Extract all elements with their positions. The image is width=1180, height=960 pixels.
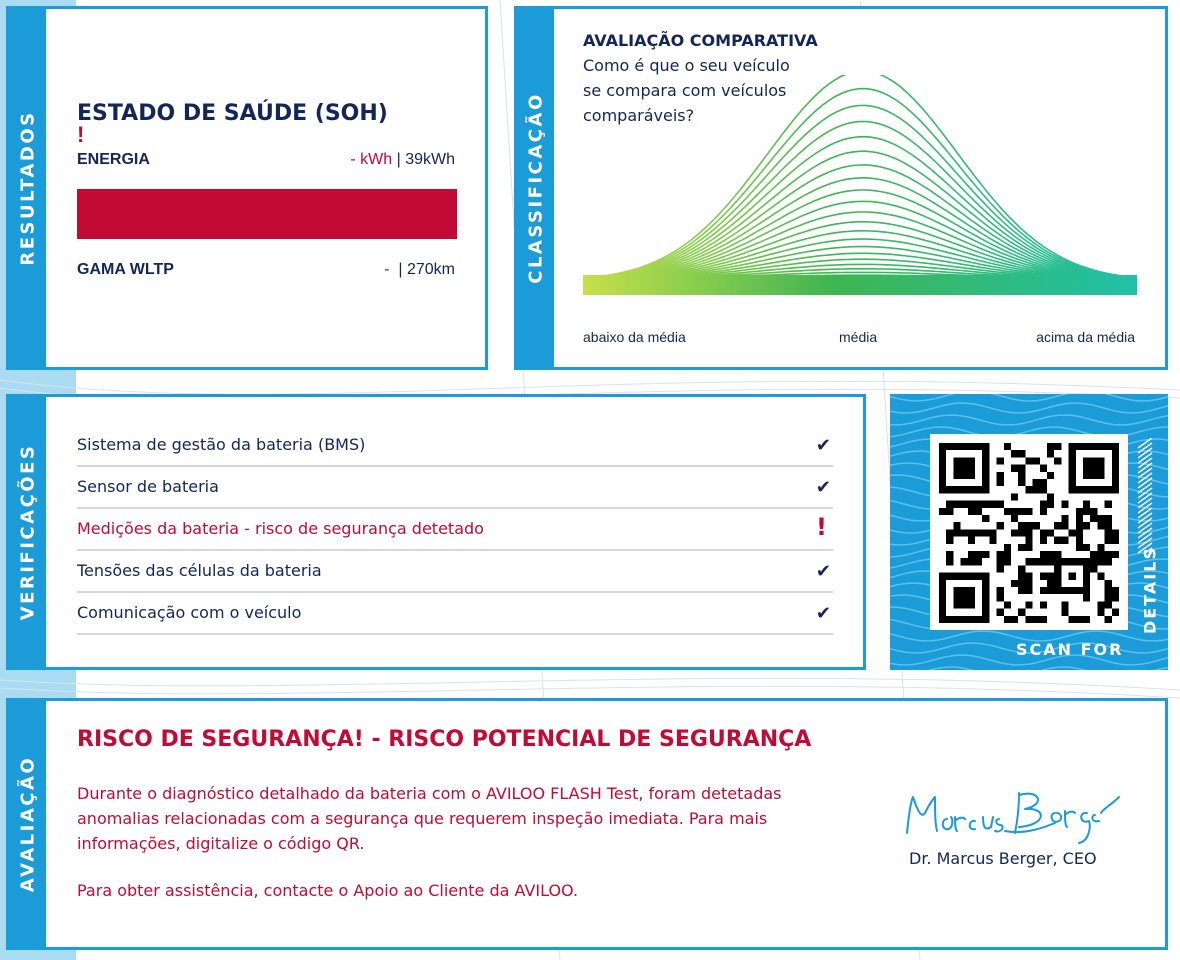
comparison-title: AVALIAÇÃO COMPARATIVA: [583, 31, 818, 50]
checkmark-icon: ✔: [815, 561, 831, 582]
check-row-alert: [77, 509, 833, 551]
scan-for-label: SCAN FOR: [1016, 640, 1124, 659]
qr-code-frame: [930, 434, 1128, 630]
energy-separator: |: [392, 151, 406, 168]
results-panel: [6, 6, 488, 370]
details-label: DETAILS: [1140, 546, 1160, 634]
checks-section-label: VERIFICAÇÕES: [17, 443, 38, 621]
check-label: Sensor de bateria: [77, 477, 219, 496]
evaluation-section-label: AVALIAÇÃO: [17, 755, 38, 893]
check-row: [77, 425, 833, 467]
classification-tab: [517, 9, 554, 367]
comparison-question: Como é que o seu veículo se compara com veículos comparáveis?: [583, 56, 790, 125]
checks-tab: [9, 397, 46, 667]
checkmark-icon: ✔: [815, 435, 831, 456]
energy-value: [350, 151, 455, 169]
check-row: [77, 593, 833, 635]
range-nominal: 270km: [406, 261, 455, 278]
check-row: [77, 551, 833, 593]
check-label: Comunicação com o veículo: [77, 603, 302, 622]
signature-image: [895, 783, 1127, 847]
energy-measured: - kWh: [350, 151, 393, 168]
hatch-decoration: [1136, 438, 1154, 554]
range-measured: -: [384, 261, 394, 278]
distribution-curve: [583, 75, 1137, 297]
evaluation-panel: [6, 698, 1168, 950]
soh-warning-icon: !: [77, 122, 85, 147]
qr-panel[interactable]: [890, 394, 1168, 670]
energy-bar: [77, 189, 457, 239]
check-label: Medições da bateria - risco de segurança detetado: [77, 519, 484, 538]
risk-description: Durante o diagnóstico detalhado da bateria com o AVILOO FLASH Test, foram detetadas anomalias relacionadas com a segurança que requerem inspeção imediata. Para mais informações, digitalize o código QR.: [77, 784, 782, 853]
axis-above-average: acima da média: [1036, 329, 1135, 345]
checkmark-icon: ✔: [815, 603, 831, 624]
axis-average: média: [839, 329, 878, 345]
check-label: Sistema de gestão da bateria (BMS): [77, 435, 366, 454]
range-separator: |: [393, 261, 407, 278]
exclamation-icon: !: [816, 513, 827, 541]
support-note: Para obter assistência, contacte o Apoio ao Cliente da AVILOO.: [77, 881, 579, 900]
soh-title: ESTADO DE SAÚDE (SOH): [77, 101, 388, 126]
qr-code-icon[interactable]: [939, 443, 1119, 623]
energy-bar-fill: [77, 189, 457, 239]
axis-below-average: abaixo da média: [583, 329, 686, 345]
checkmark-icon: ✔: [815, 477, 831, 498]
signer-name: Dr. Marcus Berger, CEO: [909, 849, 1097, 868]
range-label: GAMA WLTP: [77, 261, 174, 278]
range-value: [384, 261, 455, 279]
check-label: Tensões das células da bateria: [77, 561, 322, 580]
results-section-label: RESULTADOS: [17, 110, 38, 266]
classification-section-label: CLASSIFICAÇÃO: [525, 92, 546, 284]
energy-nominal: 39kWh: [405, 151, 455, 168]
evaluation-tab: [9, 701, 46, 947]
classification-panel: [514, 6, 1168, 370]
check-row: [77, 467, 833, 509]
energy-label: ENERGIA: [77, 151, 150, 168]
checks-panel: [6, 394, 866, 670]
results-tab: [9, 9, 46, 367]
risk-title: RISCO DE SEGURANÇA! - RISCO POTENCIAL DE SEGURANÇA: [77, 727, 812, 752]
